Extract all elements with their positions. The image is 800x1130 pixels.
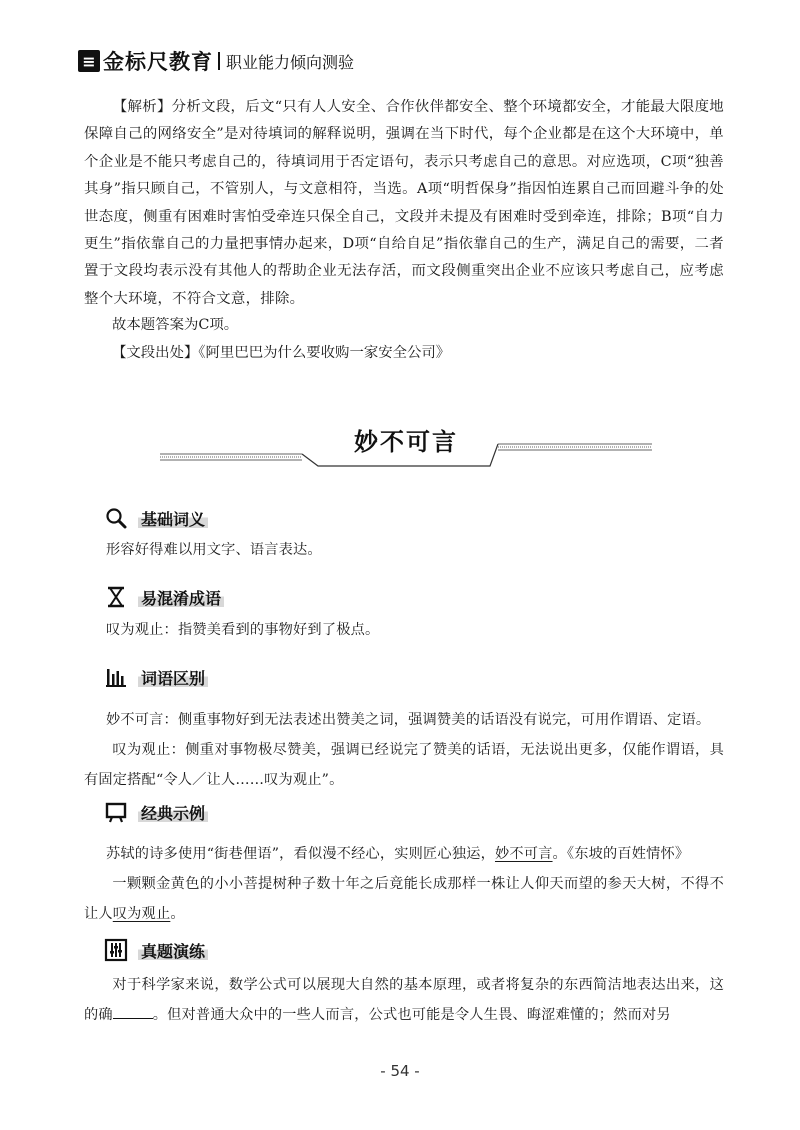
bar-chart-icon (104, 665, 128, 689)
confusing-idiom-text (84, 617, 724, 643)
sliders-icon (104, 938, 128, 962)
analysis-paragraph: 【解析】分析文段，后文“只有人人安全、合作伙伴都安全、整个环境都安全，才能最大限度地保障自己的网络安全”是对待填词的解释说明，强调在当下时代，每个企业都是在这个大环境中，单个企业是不能只考虑自己的，待填词用于否定语句，表示只考虑自己的意思。对应选项，C项“独善其身”指只顾自己，不管别人，与文意相符，当选。A项“明哲保身”指因怕连累自己而回避斗争的处世态度，侧重有困难时害怕受牵连只保全自己，文段并未提及有困难时受到牵连，排除；B项“自力更生”指依靠自己的力量把事情办起来，D项“自给自足”指依靠自己的生产，满足自己的需要，二者置于文段均表示没有其他人的帮助企业无法存活，而文段侧重突出企业不应该只考虑自己，应考虑整个大环境，不符合文意，排除。 (84, 99, 724, 307)
example-2-before: 一颗颗金黄色的小小菩提树种子数十年之后竟能长成那样一株让人仰天而望的参天大树，不得不让人 (84, 876, 724, 922)
basic-meaning-text (84, 537, 724, 563)
section-basic-meaning (104, 506, 208, 530)
answer-line: 故本题答案为C项。 (112, 317, 239, 333)
confusing-idiom-paragraph: 叹为观止：指赞美看到的事物好到了极点。 (106, 622, 380, 638)
distinction-paragraph-2: 叹为观止：侧重对事物极尽赞美，强调已经说完了赞美的话语，无法说出更多，仅能作谓语，具有固定搭配“令人／让人……叹为观止”。 (84, 742, 724, 788)
title-banner (160, 418, 652, 478)
section-label: 基础词义 (138, 507, 208, 530)
practice-paragraph (84, 970, 724, 1030)
section-label: 真题演练 (138, 939, 208, 962)
header (78, 46, 354, 76)
section-label: 经典示例 (138, 801, 208, 824)
distinction-text (84, 705, 724, 795)
answer-blank (113, 1004, 153, 1019)
section-distinction (104, 665, 208, 689)
distinction-paragraph-1: 妙不可言：侧重事物好到无法表述出赞美之词，强调赞美的话语没有说完，可用作谓语、定语。 (106, 712, 711, 728)
examples-text (84, 839, 724, 929)
example-1-before: 苏轼的诗多使用“街巷俚语”，看似漫不经心，实则匠心独运， (106, 846, 495, 862)
section-label: 易混淆成语 (138, 586, 224, 609)
section-label: 词语区别 (138, 666, 208, 689)
basic-meaning-paragraph: 形容好得难以用文字、语言表达。 (106, 542, 322, 558)
example-1 (84, 839, 724, 869)
example-2-after: 。 (170, 906, 185, 922)
section-examples (104, 800, 208, 824)
brand-logo-icon: ≡ (78, 50, 100, 72)
header-separator (218, 52, 220, 70)
example-2-term: 叹为观止 (112, 906, 171, 922)
display-icon (104, 800, 128, 824)
magnifier-icon (104, 506, 128, 530)
idiom-title: 妙不可言 (354, 427, 458, 456)
practice-before: 对于科学家来说，数学公式可以展现大自然的基本原理，或者将复杂的东西简洁地表达出来，这的确 (84, 977, 724, 1023)
brand-name: 金标尺教育 (103, 50, 213, 74)
section-confusing-idiom (104, 585, 224, 609)
hourglass-icon (104, 585, 128, 609)
example-1-after: 。《东坡的百姓情怀》 (552, 846, 690, 862)
source-line: 【文段出处】《阿里巴巴为什么要收购一家安全公司》 (112, 345, 451, 361)
section-practice (104, 938, 208, 962)
practice-after: 。但对普通大众中的一些人而言，公式也可能是令人生畏、晦涩难懂的；然而对另 (152, 1007, 671, 1023)
page-number: - 54 - (380, 1062, 420, 1080)
header-subtitle: 职业能力倾向测验 (226, 52, 355, 72)
practice-text (84, 970, 724, 1030)
analysis-section (84, 94, 724, 313)
example-2 (84, 869, 724, 929)
example-1-term: 妙不可言 (494, 846, 553, 862)
